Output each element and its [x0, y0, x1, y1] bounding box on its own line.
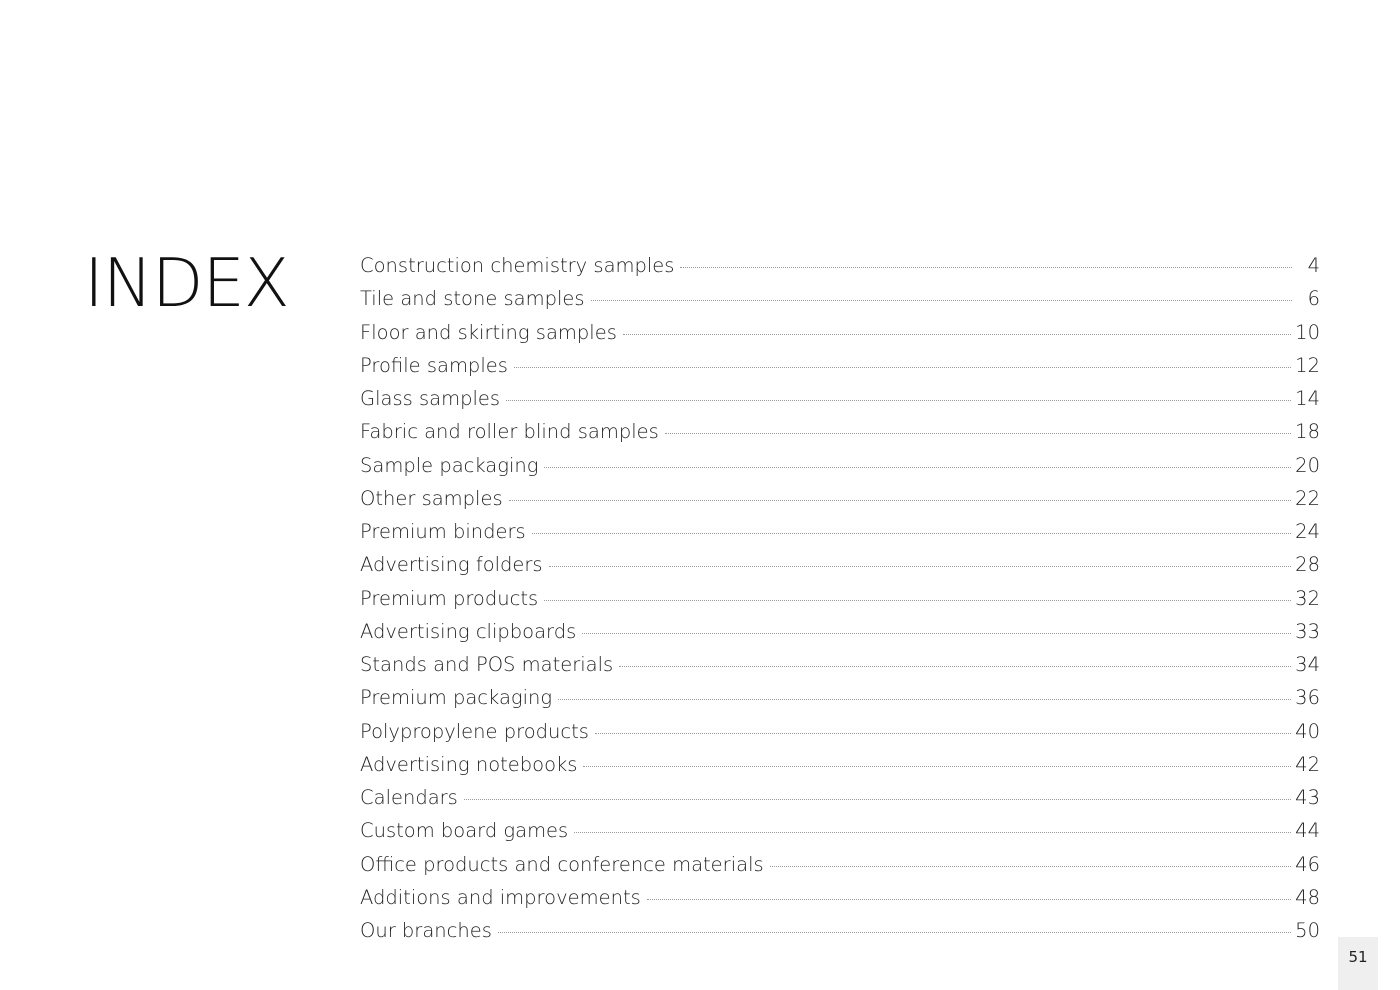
- page-title: INDEX: [84, 244, 289, 322]
- toc-entry[interactable]: [360, 881, 1320, 914]
- dot-leader: [574, 832, 1291, 833]
- dot-leader: [583, 766, 1291, 767]
- toc-entry-label: Other samples: [360, 486, 503, 510]
- dot-leader: [509, 500, 1292, 501]
- dot-leader: [591, 300, 1292, 301]
- toc-entry-label: Premium products: [360, 586, 539, 610]
- toc-entry-label: Construction chemistry samples: [360, 254, 675, 277]
- toc-entry-page-number: 14: [1295, 387, 1320, 410]
- dot-leader: [647, 899, 1291, 900]
- toc-entry-page-number: 12: [1295, 353, 1320, 377]
- toc-entry-label: Floor and skirting samples: [360, 320, 617, 344]
- toc-entry-page-number: 18: [1295, 420, 1320, 444]
- toc-entry-page-number: 22: [1295, 486, 1320, 510]
- toc-entry[interactable]: [360, 748, 1320, 781]
- toc-entry[interactable]: [360, 449, 1320, 482]
- toc-entry-label: Additions and improvements: [360, 885, 641, 909]
- dot-leader: [582, 633, 1291, 634]
- toc-entry-label: Advertising notebooks: [360, 752, 578, 776]
- toc-entry-label: Custom board games: [360, 819, 569, 843]
- toc-entry[interactable]: [360, 648, 1320, 681]
- toc-entry[interactable]: [360, 382, 1320, 415]
- toc-entry[interactable]: [360, 715, 1320, 748]
- toc-entry[interactable]: [360, 781, 1320, 814]
- page-number-badge: 51: [1338, 937, 1378, 990]
- dot-leader: [680, 267, 1292, 268]
- toc-entry[interactable]: [360, 349, 1320, 382]
- toc-entry[interactable]: [360, 282, 1320, 315]
- toc-entry-label: Stands and POS materials: [360, 653, 614, 676]
- toc-entry[interactable]: [360, 848, 1320, 881]
- dot-leader: [498, 932, 1291, 933]
- toc-entry[interactable]: [360, 582, 1320, 615]
- toc-entry-page-number: 24: [1295, 520, 1320, 543]
- toc-entry-page-number: 42: [1295, 752, 1320, 776]
- toc-entry[interactable]: [360, 515, 1320, 548]
- dot-leader: [544, 600, 1291, 601]
- toc-entry[interactable]: [360, 914, 1320, 947]
- dot-leader: [544, 467, 1291, 468]
- dot-leader: [506, 400, 1291, 401]
- toc-entry[interactable]: [360, 249, 1320, 282]
- toc-entry-page-number: 48: [1295, 885, 1320, 909]
- dot-leader: [549, 566, 1292, 567]
- dot-leader: [665, 433, 1291, 434]
- table-of-contents: [360, 249, 1320, 947]
- toc-entry-label: Premium binders: [360, 520, 526, 543]
- toc-entry-label: Sample packaging: [360, 453, 539, 477]
- toc-entry-label: Polypropylene products: [360, 719, 589, 743]
- toc-entry[interactable]: [360, 681, 1320, 714]
- dot-leader: [532, 533, 1291, 534]
- toc-entry-label: Our branches: [360, 919, 492, 942]
- toc-entry-label: Office products and conference materials: [360, 852, 764, 876]
- toc-entry-page-number: 6: [1307, 287, 1320, 311]
- toc-entry-page-number: 20: [1295, 453, 1320, 477]
- toc-entry-label: Fabric and roller blind samples: [360, 420, 659, 444]
- toc-entry-label: Glass samples: [360, 387, 501, 410]
- toc-entry-page-number: 43: [1295, 786, 1320, 809]
- toc-entry-page-number: 46: [1295, 852, 1320, 876]
- toc-entry-label: Profile samples: [360, 353, 508, 377]
- toc-entry-page-number: 33: [1295, 619, 1320, 643]
- toc-entry-page-number: 36: [1295, 686, 1320, 710]
- toc-entry-label: Tile and stone samples: [360, 287, 585, 311]
- toc-entry[interactable]: [360, 615, 1320, 648]
- toc-entry-page-number: 28: [1295, 553, 1320, 577]
- toc-entry[interactable]: [360, 415, 1320, 448]
- toc-entry-page-number: 50: [1295, 919, 1320, 942]
- toc-entry-page-number: 44: [1295, 819, 1320, 843]
- toc-entry-label: Advertising clipboards: [360, 619, 577, 643]
- toc-entry[interactable]: [360, 482, 1320, 515]
- dot-leader: [514, 367, 1291, 368]
- toc-entry-label: Premium packaging: [360, 686, 553, 710]
- dot-leader: [595, 733, 1291, 734]
- toc-entry-label: Calendars: [360, 786, 458, 809]
- toc-entry-page-number: 10: [1295, 320, 1320, 344]
- dot-leader: [623, 334, 1291, 335]
- dot-leader: [619, 666, 1291, 667]
- dot-leader: [770, 866, 1292, 867]
- dot-leader: [464, 799, 1291, 800]
- toc-entry-page-number: 32: [1295, 586, 1320, 610]
- toc-entry[interactable]: [360, 316, 1320, 349]
- toc-entry-page-number: 4: [1307, 254, 1320, 277]
- toc-entry-page-number: 34: [1295, 653, 1320, 676]
- toc-entry-label: Advertising folders: [360, 553, 543, 577]
- toc-entry-page-number: 40: [1295, 719, 1320, 743]
- toc-entry[interactable]: [360, 814, 1320, 847]
- dot-leader: [558, 699, 1291, 700]
- toc-entry[interactable]: [360, 548, 1320, 581]
